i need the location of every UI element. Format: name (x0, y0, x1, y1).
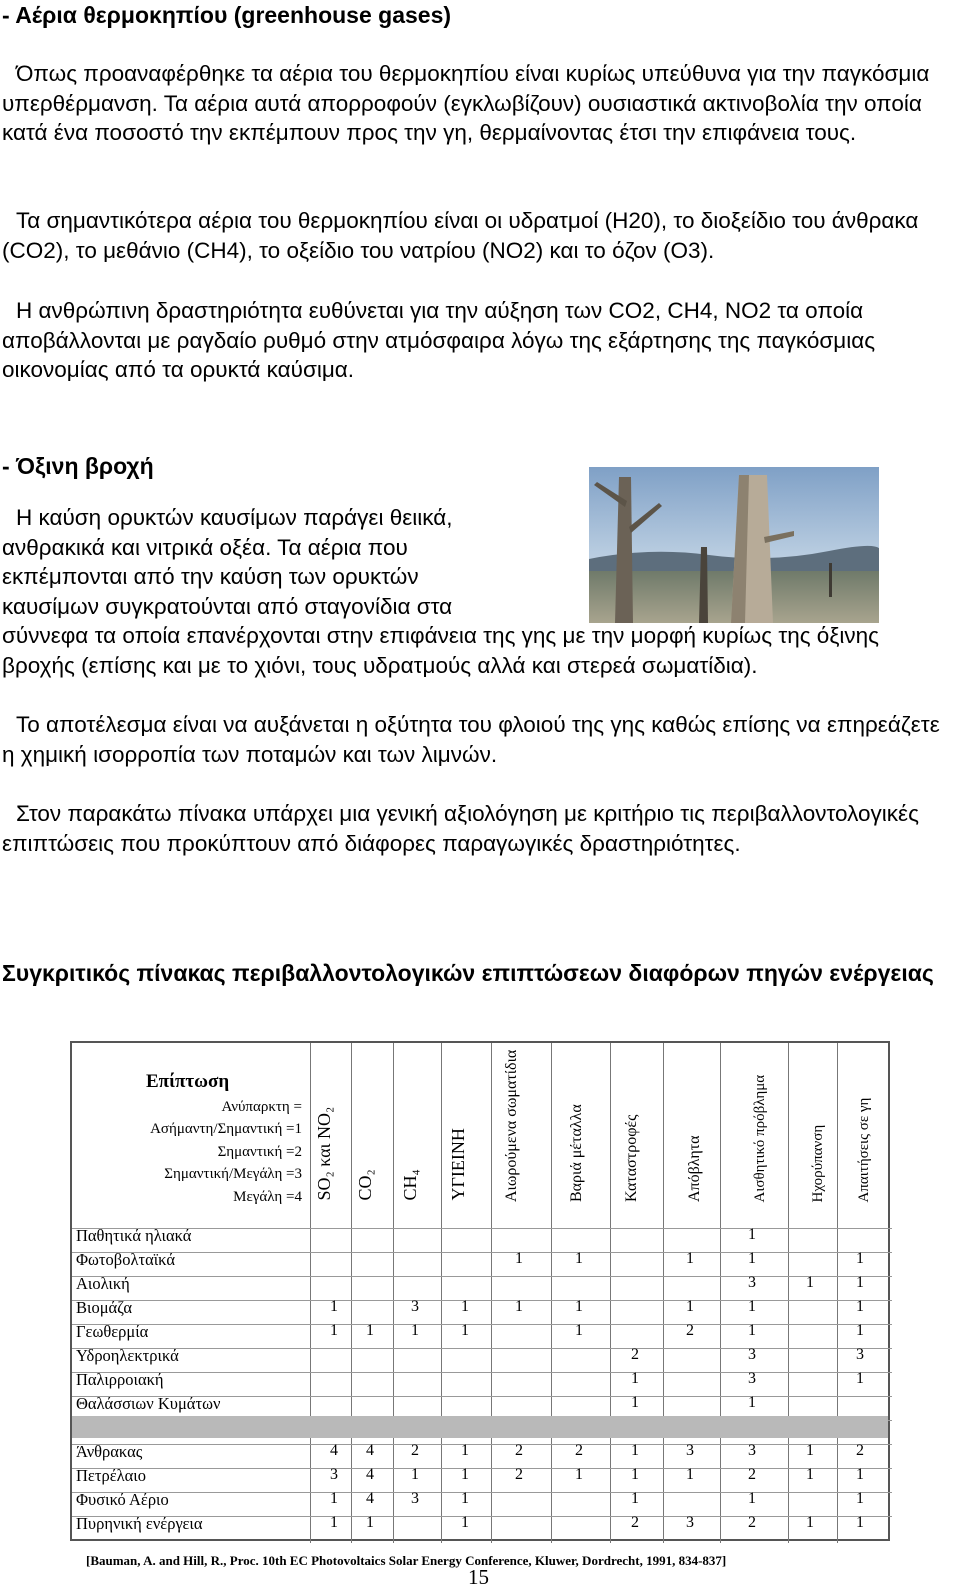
table-cell: 2 (748, 1466, 756, 1483)
column-header: Αισθητικό πρόβλημα (752, 1074, 768, 1203)
table-cell: 2 (515, 1466, 523, 1483)
paragraph: Τα σημαντικότερα αέρια του θερμοκηπίου είναι οι υδρατμοί (H20), το διοξείδιο του άνθρακα (CO2), το μεθάνιο (CH4), το οξείδιο του νατρίου (NO2) και το όζον (O3). (2, 208, 919, 263)
table-cell: 1 (631, 1442, 639, 1459)
separator-band (72, 1416, 888, 1438)
table-cell: 1 (856, 1490, 864, 1507)
table-cell: 1 (806, 1442, 814, 1459)
table-cell: 1 (856, 1298, 864, 1315)
table-cell: 1 (806, 1514, 814, 1531)
table-cell: 3 (748, 1370, 756, 1387)
table-cell: 2 (686, 1322, 694, 1339)
table-cell: 1 (575, 1250, 583, 1267)
table-cell: 4 (366, 1442, 374, 1459)
table-source: [Bauman, A. and Hill, R., Proc. 10th EC Photovoltaics Solar Energy Conference, Kluwer, Dordrecht, 1991, 834-837] (86, 1553, 727, 1568)
table-cell: 1 (856, 1274, 864, 1291)
table-cell: 1 (461, 1322, 469, 1339)
row-label: Πετρέλαιο (76, 1466, 146, 1485)
column-header: Απόβλητα (686, 1135, 703, 1202)
table-cell: 1 (686, 1250, 694, 1267)
table-cell: 4 (366, 1490, 374, 1507)
table-cell: 1 (748, 1226, 756, 1243)
table-cell: 1 (461, 1298, 469, 1315)
table-cell: 1 (631, 1490, 639, 1507)
table-cell: 1 (686, 1298, 694, 1315)
table-cell: 3 (330, 1466, 338, 1483)
table-cell: 1 (856, 1250, 864, 1267)
row-label: Πυρηνική ενέργεια (76, 1514, 203, 1533)
row-label: Γεωθερμία (76, 1322, 149, 1341)
table-cell: 1 (366, 1322, 374, 1339)
table-cell: 2 (748, 1514, 756, 1531)
section-heading-acid-rain: - Όξινη βροχή (2, 453, 154, 479)
table-cell: 2 (411, 1442, 419, 1459)
table-cell: 1 (748, 1490, 756, 1507)
table-cell: 1 (575, 1298, 583, 1315)
column-header: CO₂ (355, 1169, 375, 1201)
paragraph-wrapped-lines: Η καύση ορυκτών καυσίμων παράγει θειικά, ανθρακικά και νιτρικά οξέα. Τα αέρια που εκπέμπονται από την καύση των ορυκτών καυσίμων συγκρατούνται από σταγονίδια στα (2, 505, 453, 619)
column-header: Αιωρούμενα σωματίδια (503, 1049, 520, 1202)
table-cell: 1 (856, 1514, 864, 1531)
table-cell: 4 (366, 1466, 374, 1483)
table-cell: 1 (806, 1274, 814, 1291)
table-cell: 1 (366, 1514, 374, 1531)
table-cell: 1 (330, 1490, 338, 1507)
paragraph: σύννεφα τα οποία επανέρχονται στην επιφάνεια της γης με την μορφή κυρίως της όξινης βροχής (επίσης και με το χιόνι, τους υδρατμούς αλλά και στερεά σωματίδια). (2, 623, 880, 678)
table-cell: 1 (461, 1490, 469, 1507)
table-cell: 1 (411, 1466, 419, 1483)
table-cell: 3 (748, 1346, 756, 1363)
column-header: Βαριά μέταλλα (568, 1104, 585, 1202)
table-cell: 1 (330, 1298, 338, 1315)
table-cell: 2 (515, 1442, 523, 1459)
table-cell: 3 (686, 1514, 694, 1531)
table-cell: 3 (411, 1490, 419, 1507)
table-cell: 1 (631, 1370, 639, 1387)
row-label: Υδροηλεκτρικά (76, 1346, 179, 1365)
table-cell: 1 (575, 1466, 583, 1483)
paragraph: Η ανθρώπινη δραστηριότητα ευθύνεται για την αύξηση των CO2, CH4, NO2 τα οποία αποβάλλονται με ραγδαίο ρυθμό στην ατμόσφαιρα λόγω της εξάρτησης της παγκόσμιας οικονομίας από τα ορυκτά καύσιμα. (2, 298, 876, 382)
table-cell: 1 (748, 1250, 756, 1267)
paragraph: Όπως προαναφέρθηκε τα αέρια του θερμοκηπίου είναι κυρίως υπεύθυνα για την παγκόσμια υπερθέρμανση. Τα αέρια αυτά απορροφούν (εγκλωβίζουν) ουσιαστικά ακτινοβολία την οποία κατά ένα ποσοστό την εκπέμπουν προς την γη, θερμαίνοντας έτσι την επιφάνεια τους. (2, 61, 930, 145)
table-cell: 1 (461, 1466, 469, 1483)
table-cell: 3 (748, 1442, 756, 1459)
row-label: Φωτοβολταϊκά (76, 1250, 175, 1269)
table-cell: 1 (856, 1322, 864, 1339)
table-cell: 1 (330, 1514, 338, 1531)
table-cell: 1 (748, 1298, 756, 1315)
row-label: Παλιρροιακή (76, 1370, 164, 1389)
table-cell: 1 (631, 1394, 639, 1411)
table-title: Συγκριτικός πίνακας περιβαλλοντολογικών επιπτώσεων διαφόρων πηγών ενέργειας (2, 960, 934, 986)
table-cell: 2 (856, 1442, 864, 1459)
table-cell: 1 (631, 1466, 639, 1483)
table-cell: 1 (686, 1466, 694, 1483)
table-cell: 1 (856, 1466, 864, 1483)
table-cell: 1 (748, 1322, 756, 1339)
row-label: Θαλάσσιων Κυμάτων (76, 1394, 221, 1413)
table-cell: 1 (461, 1442, 469, 1459)
paragraph: Στον παρακάτω πίνακα υπάρχει μια γενική αξιολόγηση με κριτήριο τις περιβαλλοντολογικές επιπτώσεις που προκύπτουν από διάφορες παραγωγικές δραστηριότητες. (2, 801, 919, 856)
table-cell: 1 (330, 1322, 338, 1339)
paragraph: Το αποτέλεσμα είναι να αυξάνεται η οξύτητα του φλοιού της γης καθώς επίσης να επηρεάζετε η χημική ισορροπία των ποταμών και των λιμνών. (2, 712, 940, 767)
table-cell: 1 (856, 1370, 864, 1387)
table-cell: 4 (330, 1442, 338, 1459)
table-cell: 3 (411, 1298, 419, 1315)
row-label: Άνθρακας (76, 1442, 143, 1461)
table-cell: 2 (631, 1346, 639, 1363)
table-cell: 3 (686, 1442, 694, 1459)
table-cell: 3 (856, 1346, 864, 1363)
row-label: Παθητικά ηλιακά (76, 1226, 192, 1245)
table-cell: 1 (748, 1394, 756, 1411)
table-cell: 2 (575, 1442, 583, 1459)
table-cell: 1 (461, 1514, 469, 1531)
table-cell: 1 (411, 1322, 419, 1339)
column-header: Απαιτήσεις σε γη (856, 1097, 872, 1203)
table-cell: 2 (631, 1514, 639, 1531)
dead-trees-photo (589, 467, 879, 623)
column-header: ΥΓΙΕΙΝΗ (448, 1128, 468, 1201)
row-label: Βιομάζα (76, 1298, 133, 1317)
table-cell: 1 (515, 1250, 523, 1267)
section-heading-greenhouse: - Αέρια θερμοκηπίου (greenhouse gases) (2, 2, 452, 28)
table-cell: 1 (515, 1298, 523, 1315)
column-header: CH₄ (400, 1169, 420, 1201)
column-header: SO₂ και NO₂ (314, 1106, 334, 1201)
row-label: Φυσικό Αέριο (76, 1490, 169, 1509)
column-header: Ηχορύπανση (810, 1124, 826, 1203)
table-cell: 1 (806, 1466, 814, 1483)
table-cell: 1 (575, 1322, 583, 1339)
page-number: 15 (468, 1565, 489, 1589)
table-legend: Επίπτωση Ανύπαρκτη = Ασήμαντη/Σημαντική =1 Σημαντική =2 Σημαντική/Μεγάλη =3 Μεγάλη =4 (146, 1071, 302, 1205)
row-label: Αιολική (76, 1274, 130, 1293)
column-header: Καταστροφές (623, 1114, 640, 1202)
table-cell: 3 (748, 1274, 756, 1291)
